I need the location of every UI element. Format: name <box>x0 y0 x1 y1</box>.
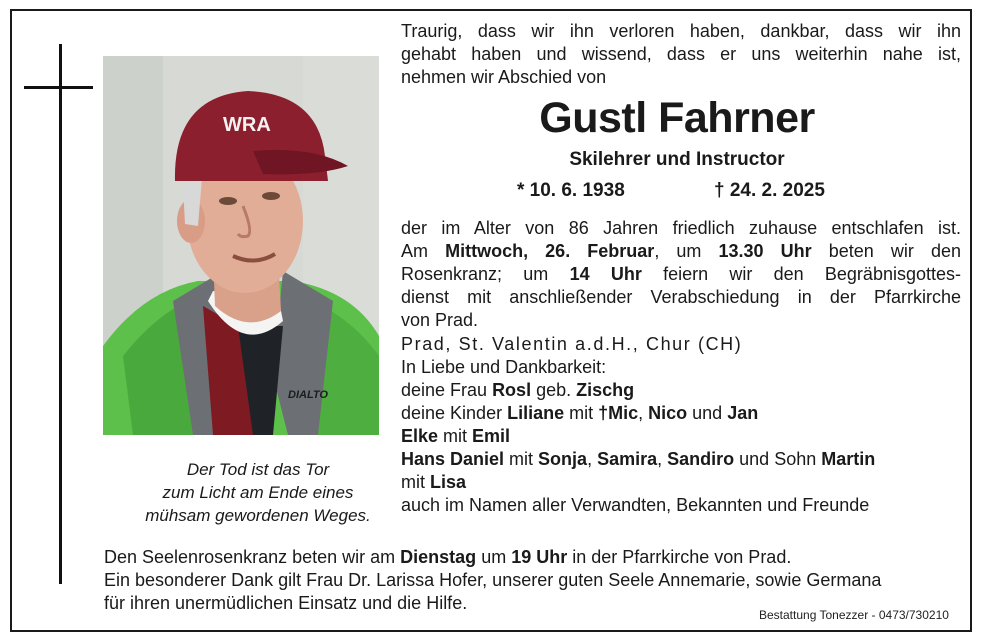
deceased-title: Skilehrer und Instructor <box>569 149 785 170</box>
ceremony-text <box>401 217 961 517</box>
mourner-line: Hans Daniel mit Sonja, Samira, Sandiro und Sohn Martin <box>401 449 876 469</box>
ceremony-line: von Prad. <box>401 310 479 330</box>
portrait-photo <box>103 56 379 435</box>
cross-icon <box>59 44 62 584</box>
mourner-line: deine Kinder Liliane mit †Mic, Nico und Jan <box>401 403 759 423</box>
funeral-home-credit: Bestattung Tonezzer - 0473/730210 <box>759 608 949 622</box>
quote-line: zum Licht am Ende eines <box>162 483 354 502</box>
places-line: Prad, St. Valentin a.d.H., Chur (CH) <box>401 334 743 354</box>
mourners-closing: auch im Namen aller Verwandten, Bekannten und Freunde <box>401 495 870 515</box>
memorial-quote <box>103 458 413 527</box>
ceremony-line: Rosenkranz; um 14 Uhr feiern wir den Begräbnisgottes- <box>401 264 961 284</box>
footer-text <box>104 546 964 615</box>
death-date: † 24. 2. 2025 <box>714 180 825 201</box>
cross-icon-bar <box>24 86 93 89</box>
intro-line: nehmen wir Abschied von <box>401 67 607 87</box>
birth-date: * 10. 6. 1938 <box>517 180 625 201</box>
deceased-name: Gustl Fahrner <box>539 94 815 142</box>
intro-text <box>401 20 961 89</box>
footer-line: Ein besonderer Dank gilt Frau Dr. Larissa Hofer, unserer guten Seele Annemarie, sowie Germana <box>104 570 882 590</box>
quote-line: mühsam gewordenen Weges. <box>145 506 371 525</box>
mourner-line: Elke mit Emil <box>401 426 511 446</box>
ceremony-line: Am Mittwoch, 26. Februar, um 13.30 Uhr beten wir den <box>401 241 961 261</box>
mourner-line: deine Frau Rosl geb. Zischg <box>401 380 635 400</box>
intro-line: gehabt haben und wissend, dass er uns weiterhin nahe ist, <box>401 44 961 64</box>
ceremony-line: der im Alter von 86 Jahren friedlich zuhause entschlafen ist. <box>401 218 961 238</box>
intro-line: Traurig, dass wir ihn verloren haben, dankbar, dass wir ihn <box>401 21 961 41</box>
footer-line: Den Seelenrosenkranz beten wir am Dienstag um 19 Uhr in der Pfarrkirche von Prad. <box>104 547 792 567</box>
mourners-heading: In Liebe und Dankbarkeit: <box>401 357 607 377</box>
ceremony-line: dienst mit anschließender Verabschiedung in der Pfarrkirche <box>401 287 961 307</box>
footer-line: für ihren unermüdlichen Einsatz und die Hilfe. <box>104 593 468 613</box>
quote-line: Der Tod ist das Tor <box>186 460 330 479</box>
cap-logo: WRA <box>223 114 271 136</box>
jacket-logo: DIALTO <box>288 389 328 401</box>
mourner-line: mit Lisa <box>401 472 467 492</box>
